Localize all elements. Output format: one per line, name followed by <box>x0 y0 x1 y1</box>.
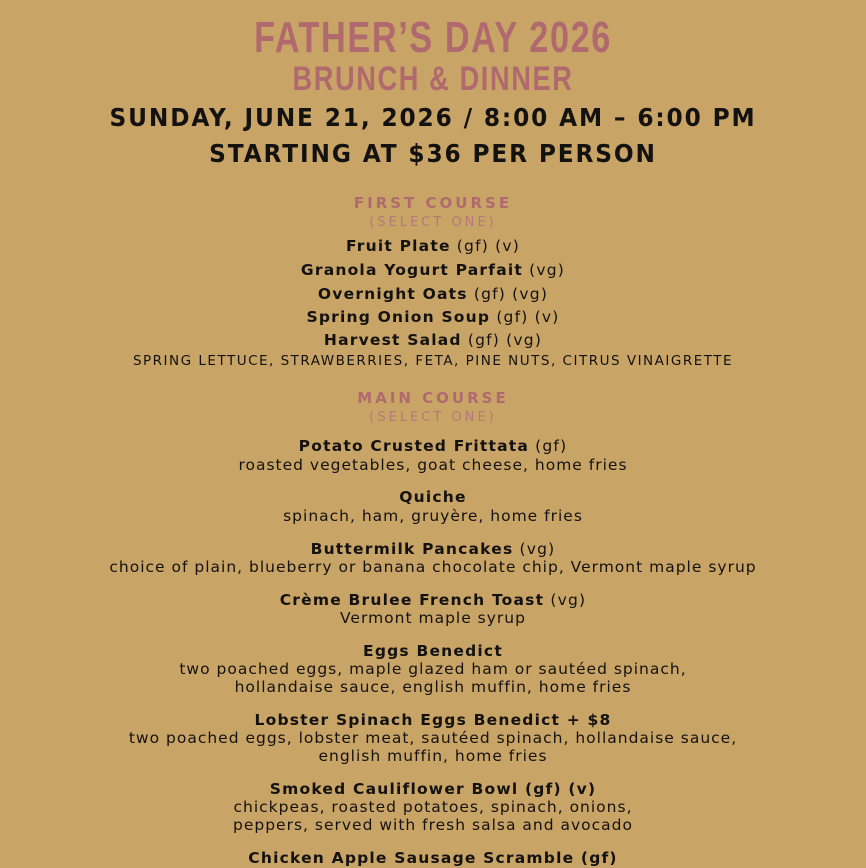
item-description: Vermont maple syrup <box>340 609 526 627</box>
item-tags: (vg) <box>513 540 556 558</box>
item-description: SPRING LETTUCE, STRAWBERRIES, FETA, PINE NUTS, CITRUS VINAIGRETTE <box>132 353 734 369</box>
item-tags: (gf) (v) <box>490 308 560 326</box>
item-tags: (vg) <box>544 591 587 609</box>
menu-item <box>0 436 866 456</box>
item-tags: (gf) <box>529 437 568 455</box>
item-description: two poached eggs, lobster meat, sautéed spinach, hollandaise sauce, <box>128 729 738 747</box>
event-subtitle: BRUNCH & DINNER <box>292 60 574 98</box>
first-course-title: FIRST COURSE <box>353 194 513 212</box>
item-name: Buttermilk Pancakes <box>310 540 514 558</box>
item-description: choice of plain, blueberry or banana chocolate chip, Vermont maple syrup <box>109 558 757 576</box>
menu-item <box>0 284 866 304</box>
item-name: Lobster Spinach Eggs Benedict + $8 <box>254 711 612 729</box>
first-course-subtitle: (SELECT ONE) <box>369 215 497 230</box>
main-course-subtitle: (SELECT ONE) <box>369 410 497 425</box>
item-name: Potato Crusted Frittata <box>298 437 529 455</box>
item-name: Eggs Benedict <box>363 642 503 660</box>
item-description: spinach, ham, gruyère, home fries <box>283 507 583 525</box>
menu-item <box>0 487 866 507</box>
item-description: peppers, served with fresh salsa and avocado <box>233 816 633 834</box>
item-tags: (gf) (vg) <box>461 331 543 349</box>
item-name: Crème Brulee French Toast <box>279 591 545 609</box>
item-tags: (gf) (v) <box>450 237 520 255</box>
event-price: STARTING AT $36 PER PERSON <box>209 139 657 168</box>
menu-item <box>0 779 866 799</box>
item-name: Chicken Apple Sausage Scramble (gf) <box>248 849 618 867</box>
event-title: FATHER’S DAY 2026 <box>254 13 612 62</box>
menu-item <box>0 236 866 256</box>
item-name: Smoked Cauliflower Bowl (gf) (v) <box>269 780 597 798</box>
menu-item <box>0 590 866 610</box>
item-name: Harvest Salad <box>323 331 462 349</box>
item-description: roasted vegetables, goat cheese, home fries <box>238 456 628 474</box>
item-name: Fruit Plate <box>346 237 451 255</box>
menu-item <box>0 260 866 280</box>
item-name: Spring Onion Soup <box>306 308 491 326</box>
menu-item <box>0 330 866 350</box>
item-name: Granola Yogurt Parfait <box>300 261 524 279</box>
item-description: chickpeas, roasted potatoes, spinach, onions, <box>233 798 633 816</box>
menu-item <box>0 710 866 730</box>
item-description: english muffin, home fries <box>318 747 548 765</box>
menu-item <box>0 641 866 661</box>
menu-item <box>0 848 866 868</box>
item-name: Overnight Oats <box>317 285 468 303</box>
item-tags: (vg) <box>523 261 566 279</box>
main-course-title: MAIN COURSE <box>357 389 509 407</box>
event-date-time: SUNDAY, JUNE 21, 2026 / 8:00 AM – 6:00 PM <box>109 103 757 132</box>
item-tags: (gf) (vg) <box>467 285 549 303</box>
menu-item <box>0 539 866 559</box>
menu-item <box>0 307 866 327</box>
item-name: Quiche <box>399 488 467 506</box>
item-description: two poached eggs, maple glazed ham or sautéed spinach, <box>179 660 687 678</box>
item-description: hollandaise sauce, english muffin, home fries <box>234 678 632 696</box>
